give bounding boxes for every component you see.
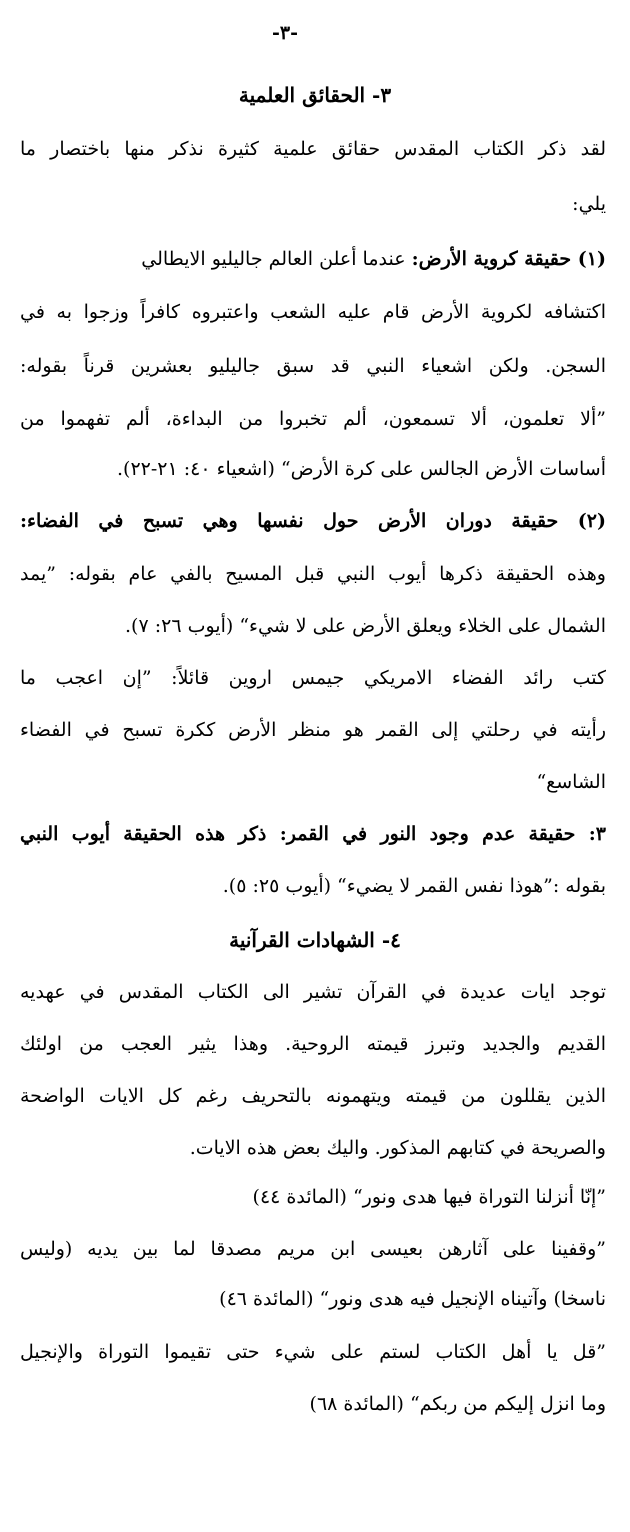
fact-2-title: (٢) حقيقة دوران الأرض حول نفسها وهي تسبح في الفضاء: xyxy=(20,510,606,532)
fact-3-title: ٣: حقيقة عدم وجود النور في القمر: ذكر هذه الحقيقة أيوب النبي xyxy=(20,823,606,845)
paragraph-line: يلي: xyxy=(572,193,606,215)
paragraph-line: رأيته في رحلتي إلى القمر هو منظر الأرض ككرة تسبح في الفضاء xyxy=(20,719,606,741)
quote-line: وما انزل إليكم من ربكم“ (المائدة ٦٨) xyxy=(309,1393,606,1415)
fact-1-title: (١) حقيقة كروية الأرض: xyxy=(411,248,606,270)
paragraph-line: الشاسع“ xyxy=(536,771,606,793)
paragraph-line: الذين يقللون من قيمته ويتهمونه بالتحريف رغم كل الايات الواضحة xyxy=(20,1085,606,1107)
paragraph-line: السجن. ولكن اشعياء النبي قد سبق جاليليو بعشرين قرناً بقوله: xyxy=(20,355,606,377)
paragraph-line: لقد ذكر الكتاب المقدس حقائق علمية كثيرة نذكر منها باختصار ما xyxy=(20,138,606,160)
paragraph-line: توجد ايات عديدة في القرآن تشير الى الكتاب المقدس في عهديه xyxy=(20,981,606,1003)
quote-line: بقوله :”هوذا نفس القمر لا يضيء“ (أيوب ٢٥: ٥). xyxy=(222,875,606,897)
section-heading-quranic-testimonies: ٤- الشهادات القرآنية xyxy=(229,928,401,952)
paragraph-line: والصريحة في كتابهم المذكور. واليك بعض هذه الايات. xyxy=(189,1137,606,1159)
paragraph-line: وهذه الحقيقة ذكرها أيوب النبي قبل المسيح بالفي عام بقوله: ”يمد xyxy=(20,563,606,585)
quote-line: ”وقفينا على آثارهن بعيسى ابن مريم مصدقا لما بين يديه (وليس xyxy=(20,1238,606,1260)
page-number: -٣- xyxy=(272,22,298,44)
fact-1-text: عندما أعلن العالم جاليليو الايطالي xyxy=(141,248,412,270)
paragraph-line: القديم والجديد وتبرز قيمته الروحية. وهذا يثير العجب من اولئك xyxy=(20,1033,606,1055)
paragraph-line: اكتشافه لكروية الأرض قام عليه الشعب واعتبروه كافراً وزجوا به في xyxy=(20,301,606,323)
quote-line: ناسخا) وآتيناه الإنجيل فيه هدى ونور“ (المائدة ٤٦) xyxy=(219,1288,606,1310)
paragraph-line: كتب رائد الفضاء الامريكي جيمس اروين قائلاً: ”إن اعجب ما xyxy=(20,667,606,689)
quote-line: أساسات الأرض الجالس على كرة الأرض“ (اشعياء ٤٠: ٢١-٢٢). xyxy=(116,458,606,480)
quote-line: ”ألا تعلمون، ألا تسمعون، ألم تخبروا من البداءة، ألم تفهموا من xyxy=(20,408,606,430)
quote-line: الشمال على الخلاء ويعلق الأرض على لا شيء“ (أيوب ٢٦: ٧). xyxy=(125,615,606,637)
section-heading-scientific-facts: ٣- الحقائق العلمية xyxy=(238,83,392,107)
fact-line xyxy=(20,245,606,273)
quote-line: ”إنّا أنزلنا التوراة فيها هدى ونور“ (المائدة ٤٤) xyxy=(252,1186,606,1208)
quote-line: ”قل يا أهل الكتاب لستم على شيء حتى تقيموا التوراة والإنجيل xyxy=(20,1341,606,1363)
